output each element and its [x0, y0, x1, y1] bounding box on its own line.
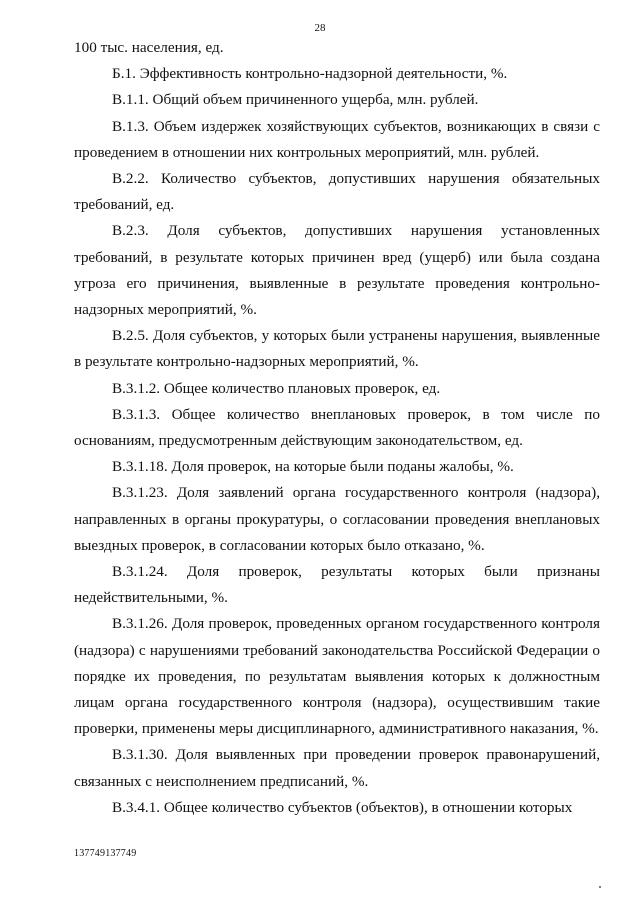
paragraph-v3-1-18: В.3.1.18. Доля проверок, на которые были поданы жалобы, %.: [112, 458, 514, 476]
body-text: [74, 35, 600, 821]
paragraph-b1: Б.1. Эффективность контрольно-надзорной деятельности, %.: [112, 65, 508, 83]
paragraph-v3-4-1: В.3.4.1. Общее количество субъектов (объектов), в отношении которых: [112, 798, 573, 816]
paragraph-v1-3: В.1.3. Объем издержек хозяйствующих субъектов, возникающих в связи с проведением в отношении них контрольных мероприятий, млн. рублей.: [74, 117, 600, 161]
paragraph-v1-1: В.1.1. Общий объем причиненного ущерба, млн. рублей.: [112, 91, 479, 109]
paragraph-v3-1-23: В.3.1.23. Доля заявлений органа государственного контроля (надзора), направленных в органы прокуратуры, о согласовании проведения внеплановых выездных проверок, в согласовании которых было отказано, %.: [74, 484, 600, 554]
page-number: 28: [314, 22, 326, 34]
scan-artifact-dot: [599, 886, 601, 888]
paragraph-v3-1-24: В.3.1.24. Доля проверок, результаты которых были признаны недействительными, %.: [74, 563, 600, 607]
paragraph-continuation: 100 тыс. населения, ед.: [74, 39, 224, 56]
paragraph-v3-1-26: В.3.1.26. Доля проверок, проведенных органом государственного контроля (надзора) с нарушениями требований законодательства Российской Федерации о порядке их проведения, по результатам выявления которых к должностным лицам органа государственного контроля (надзора), осуществившим такие проверки, применены меры дисциплинарного, административного наказания, %.: [74, 615, 600, 738]
paragraph-v2-2: В.2.2. Количество субъектов, допустивших нарушения обязательных требований, ед.: [74, 170, 600, 214]
paragraph-v3-1-30: В.3.1.30. Доля выявленных при проведении проверок правонарушений, связанных с неисполнением предписаний, %.: [74, 746, 600, 790]
document-id: 137749137749: [74, 848, 137, 859]
paragraph-v3-1-2: В.3.1.2. Общее количество плановых проверок, ед.: [112, 379, 441, 397]
paragraph-v3-1-3: В.3.1.3. Общее количество внеплановых проверок, в том числе по основаниям, предусмотренным действующим законодательством, ед.: [74, 405, 600, 450]
paragraph-v2-5: В.2.5. Доля субъектов, у которых были устранены нарушения, выявленные в результате контрольно-надзорных мероприятий, %.: [74, 327, 600, 371]
paragraph-v2-3: В.2.3. Доля субъектов, допустивших нарушения установленных требований, в результате которых причинен вред (ущерб) или была создана угроза его причинения, выявленные в результате проведения контрольно-надзорных мероприятий, %.: [74, 222, 600, 319]
